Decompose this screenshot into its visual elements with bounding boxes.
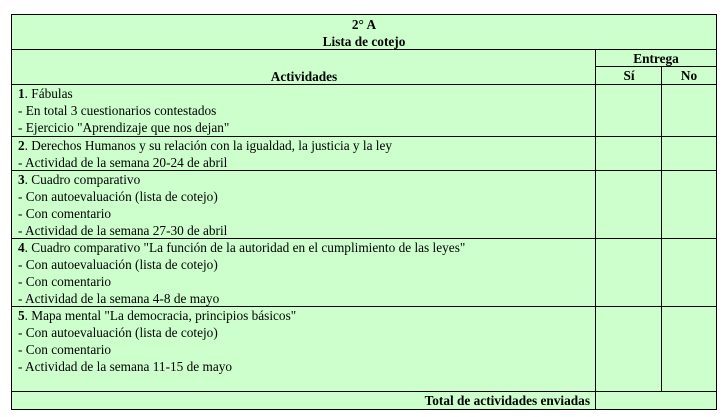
activity-detail: - En total 3 cuestionarios contestados [18, 103, 217, 118]
activity-row-3 [11, 170, 596, 239]
no-checkbox-cell-2[interactable] [661, 136, 717, 171]
yes-checkbox-cell-5[interactable] [595, 306, 662, 392]
no-header [661, 66, 717, 85]
activity-number: 3 [18, 172, 25, 187]
yes-checkbox-cell-2[interactable] [595, 136, 662, 171]
activity-detail: - Actividad de la semana 4-8 de mayo [18, 291, 220, 306]
activity-title-text: . Cuadro comparativo "La función de la autoridad en el cumplimiento de las leyes" [24, 240, 466, 255]
activity-number: 2 [18, 138, 25, 153]
activity-detail: - Con comentario [18, 274, 112, 289]
activity-number: 5 [18, 308, 25, 323]
activity-detail: - Con comentario [18, 206, 112, 221]
activity-title [12, 307, 596, 324]
activity-number: 1 [18, 86, 25, 101]
activity-title [12, 171, 596, 188]
checklist-title: Lista de cotejo [322, 34, 406, 49]
activity-title-text: . Mapa mental "La democracia, principios básicos" [24, 308, 297, 323]
activities-header-label: Actividades [270, 69, 338, 84]
no-header-label: No [680, 68, 698, 83]
group-label: 2° A [351, 17, 377, 32]
yes-checkbox-cell-1[interactable] [595, 84, 662, 137]
total-row [11, 391, 596, 410]
yes-header-label: Sí [623, 68, 635, 83]
activity-row-1 [11, 84, 596, 137]
total-value-cell[interactable] [595, 391, 717, 410]
activity-detail: - Con autoevaluación (lista de cotejo) [18, 325, 218, 340]
activity-title-text: . Derechos Humanos y su relación con la igualdad, la justicia y la ley [24, 138, 393, 153]
yes-header [595, 66, 662, 85]
activity-detail: - Actividad de la semana 20-24 de abril [18, 155, 228, 170]
activity-row-4 [11, 238, 596, 307]
delivery-header-label: Entrega [633, 51, 679, 66]
activity-detail: - Con comentario [18, 342, 112, 357]
activities-header [11, 49, 596, 85]
delivery-header [595, 49, 717, 67]
activity-title [12, 137, 596, 154]
activity-title-text: . Fábulas [24, 86, 73, 101]
no-checkbox-cell-5[interactable] [661, 306, 717, 392]
no-checkbox-cell-1[interactable] [661, 84, 717, 137]
total-label: Total de actividades enviadas [424, 393, 590, 408]
activity-row-5 [11, 306, 596, 392]
no-checkbox-cell-3[interactable] [661, 170, 717, 239]
activity-detail: - Con autoevaluación (lista de cotejo) [18, 189, 218, 204]
activity-detail: - Con autoevaluación (lista de cotejo) [18, 257, 218, 272]
yes-checkbox-cell-3[interactable] [595, 170, 662, 239]
title-block [11, 14, 717, 50]
yes-checkbox-cell-4[interactable] [595, 238, 662, 307]
activity-number: 4 [18, 240, 25, 255]
activity-title [12, 239, 596, 256]
activity-title-text: . Cuadro comparativo [24, 172, 141, 187]
activity-title [12, 85, 596, 102]
no-checkbox-cell-4[interactable] [661, 238, 717, 307]
activity-detail: - Actividad de la semana 11-15 de mayo [18, 359, 233, 374]
activity-detail: - Ejercicio "Aprendizaje que nos dejan" [18, 120, 230, 135]
activity-row-2 [11, 136, 596, 171]
activity-detail: - Actividad de la semana 27-30 de abril [18, 223, 228, 238]
